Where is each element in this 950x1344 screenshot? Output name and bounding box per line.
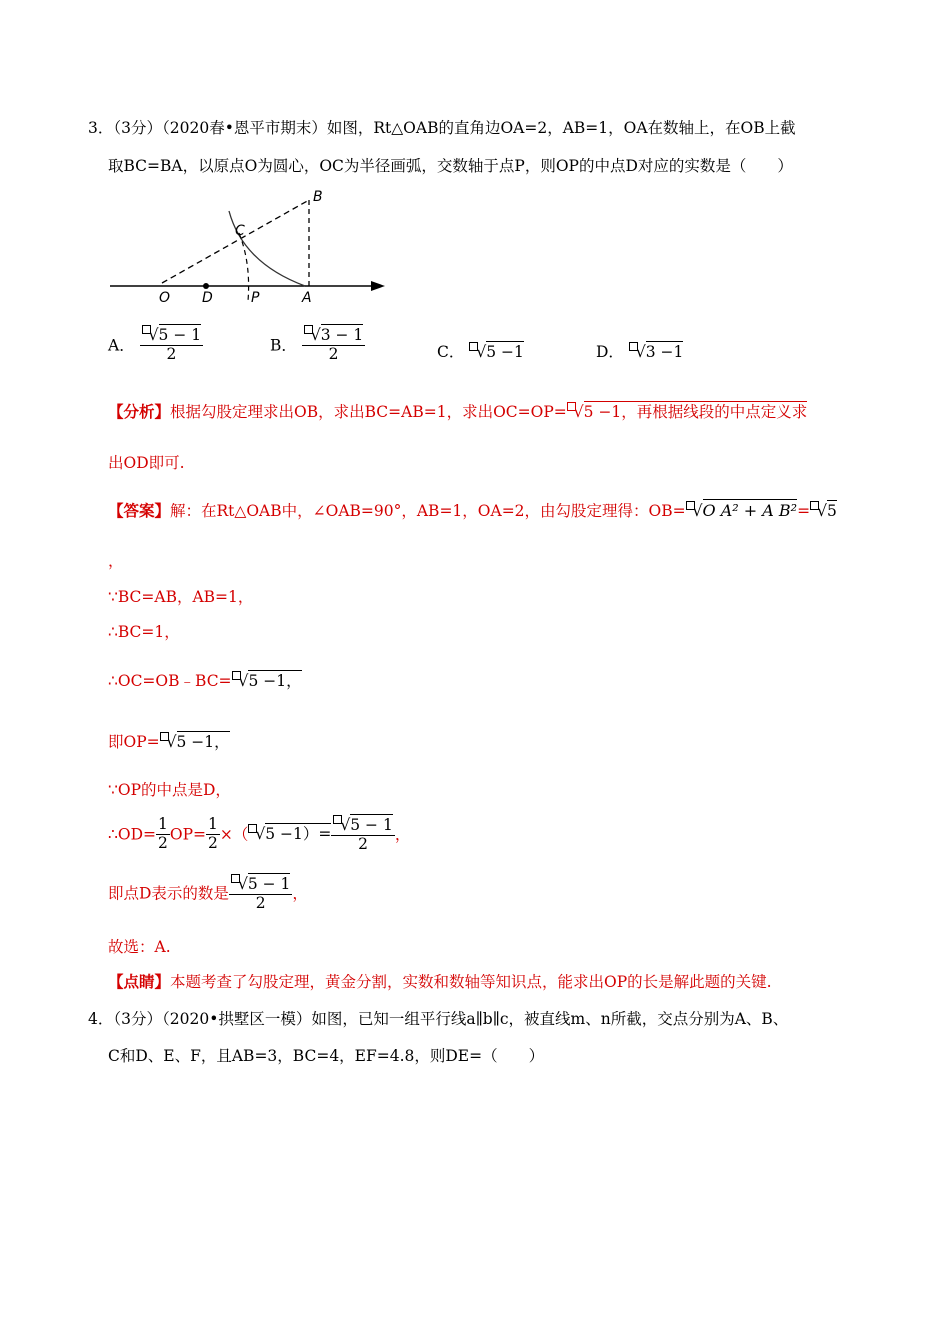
answer-step-7 (108, 874, 308, 913)
point-D (203, 283, 209, 289)
comment-tag: 【点睛】 (108, 972, 171, 991)
option-d-key: D． (596, 343, 624, 361)
q4-line2 (108, 1045, 544, 1067)
answer-step-4: 即OP= √5 −1， (108, 733, 230, 751)
option-b-fraction: $\frac{√3 - 1}{2}$ (302, 325, 365, 364)
q3-source: （2020春•恩平市期末） (162, 119, 327, 137)
answer-comma: ， (108, 552, 124, 570)
answer-text-1: 解：在Rt△OAB中，∠OAB=90°，AB=1，OA=2，由勾股定理得：OB= (170, 502, 686, 520)
answer-step-6: ∴OD= $\frac{1}{2}$ OP= $\frac{1}{2}$ ×（ √5 −1）= $\frac{√5 - 1}{2}$ ， (108, 815, 411, 853)
label-O: O (159, 290, 171, 306)
od-fraction: $\frac{√5 - 1}{2}$ (331, 815, 394, 854)
q4-source: （2020•拱墅区一模） (162, 1010, 312, 1028)
answer-step-5: ∵OP的中点是D， (108, 781, 231, 799)
answer-step-7a: 即点D表示的数是 (108, 884, 229, 903)
d-value-num: 5 − 1 (247, 875, 291, 894)
q3-figure (105, 183, 395, 308)
option-c-expr: 5 −1 (486, 343, 524, 361)
label-A: A (302, 290, 312, 306)
q3-line1 (88, 117, 796, 139)
q3-number: 3． (88, 119, 114, 137)
segment-OB (162, 200, 309, 283)
answer-step-2: ∴BC=1， (108, 623, 180, 641)
option-c[interactable]: C． √5 −1 (437, 343, 524, 361)
od-den: 2 (358, 834, 369, 853)
half-fraction-1 (156, 816, 170, 853)
q4-stem-1: 如图，已知一组平行线a∥b∥c，被直线m、n所截，交点分别为A、B、 (311, 1010, 789, 1028)
answer-step-6d: 5 −1）= (265, 825, 332, 844)
answer-step-3: ∴OC=OB﹣BC= √5 −1， (108, 672, 302, 690)
half-num-1: 1 (157, 815, 168, 834)
option-a-den: 2 (166, 344, 177, 363)
option-d[interactable]: D． √3 −1 (596, 343, 684, 361)
analysis-tag: 【分析】 (108, 402, 171, 421)
answer-step-1: ∵BC=AB，AB=1， (108, 588, 254, 606)
q4-line1 (88, 1008, 788, 1030)
analysis-text-1a: 根据勾股定理求出OB，求出BC=AB=1，求出OC=OP= (170, 403, 567, 421)
answer-step-7e: ， (292, 884, 308, 903)
answer-step-6b: OP= (169, 825, 206, 844)
d-value-fraction: $\frac{√5 - 1}{2}$ (229, 874, 292, 913)
option-b-den: 2 (328, 344, 339, 363)
q3-line2 (108, 155, 793, 177)
answer-line1: 【答案】解：在Rt△OAB中，∠OAB=90°，AB=1，OA=2，由勾股定理得：OB= √O A² + A B²= √5 (108, 501, 837, 520)
q4-number: 4． (88, 1010, 114, 1028)
half-num-2: 1 (207, 815, 218, 834)
option-b-num: 3 − 1 (320, 326, 364, 345)
analysis-line1: 【分析】根据勾股定理求出OB，求出BC=AB=1，求出OC=OP= √5 −1，再根据线段的中点定义求 (108, 402, 808, 421)
answer-eq: = (797, 502, 811, 520)
answer-step-6a: ∴OD= (108, 825, 156, 844)
answer-step-3a: ∴OC=OB﹣BC= (108, 672, 232, 690)
comment-line (108, 971, 772, 993)
label-D: D (202, 290, 213, 306)
answer-tag: 【答案】 (108, 501, 171, 520)
label-P: P (251, 290, 260, 306)
half-den-2: 2 (207, 833, 218, 852)
q3-score: （3分） (113, 119, 162, 137)
answer-radicand: O A² + A B² (702, 501, 798, 520)
label-B: B (313, 189, 323, 205)
q4-score: （3分） (113, 1010, 162, 1028)
option-b-key: B． (270, 336, 297, 355)
half-den-1: 2 (157, 833, 168, 852)
option-c-key: C． (437, 343, 465, 361)
label-C: C (235, 223, 245, 239)
analysis-text-2: 出OD即可. (108, 454, 185, 472)
answer-step-4b: 5 −1， (176, 733, 230, 751)
answer-step-3b: 5 −1， (248, 672, 302, 690)
option-a[interactable] (108, 325, 203, 364)
number-line-diagram (105, 183, 395, 308)
comment-text: 本题考查了勾股定理，黄金分割，实数和数轴等知识点，能求出OP的长是解此题的关键. (170, 973, 772, 991)
axis-arrow-icon (371, 281, 385, 291)
q3-stem-1: 如图，Rt△OAB的直角边OA=2，AB=1，OA在数轴上，在OB上截 (326, 119, 796, 137)
od-num: 5 − 1 (350, 816, 393, 835)
q4-stem-2: C和D、E、F，且AB=3，BC=4，EF=4.8，则DE=（ ） (108, 1047, 545, 1065)
answer-choice: 故选：A. (108, 938, 171, 956)
half-fraction-2 (206, 816, 220, 853)
option-b[interactable] (270, 325, 365, 364)
option-d-expr: 3 −1 (645, 343, 684, 361)
option-a-num: 5 − 1 (158, 326, 202, 345)
d-value-den: 2 (255, 893, 266, 912)
answer-step-6c: ×（ (219, 825, 249, 844)
answer-five: 5 (826, 502, 837, 520)
option-a-key: A． (108, 336, 135, 355)
analysis-line2 (108, 452, 185, 474)
q3-stem-2: 取BC=BA，以原点O为圆心，OC为半径画弧，交数轴于点P，则OP的中点D对应的实数是（ ） (108, 157, 793, 175)
analysis-text-1b: 5 −1，再根据线段的中点定义求 (583, 403, 808, 421)
option-a-fraction: $\frac{√5 - 1}{2}$ (140, 325, 203, 364)
answer-step-4a: 即OP= (108, 733, 160, 751)
answer-step-6e: ， (394, 825, 411, 844)
